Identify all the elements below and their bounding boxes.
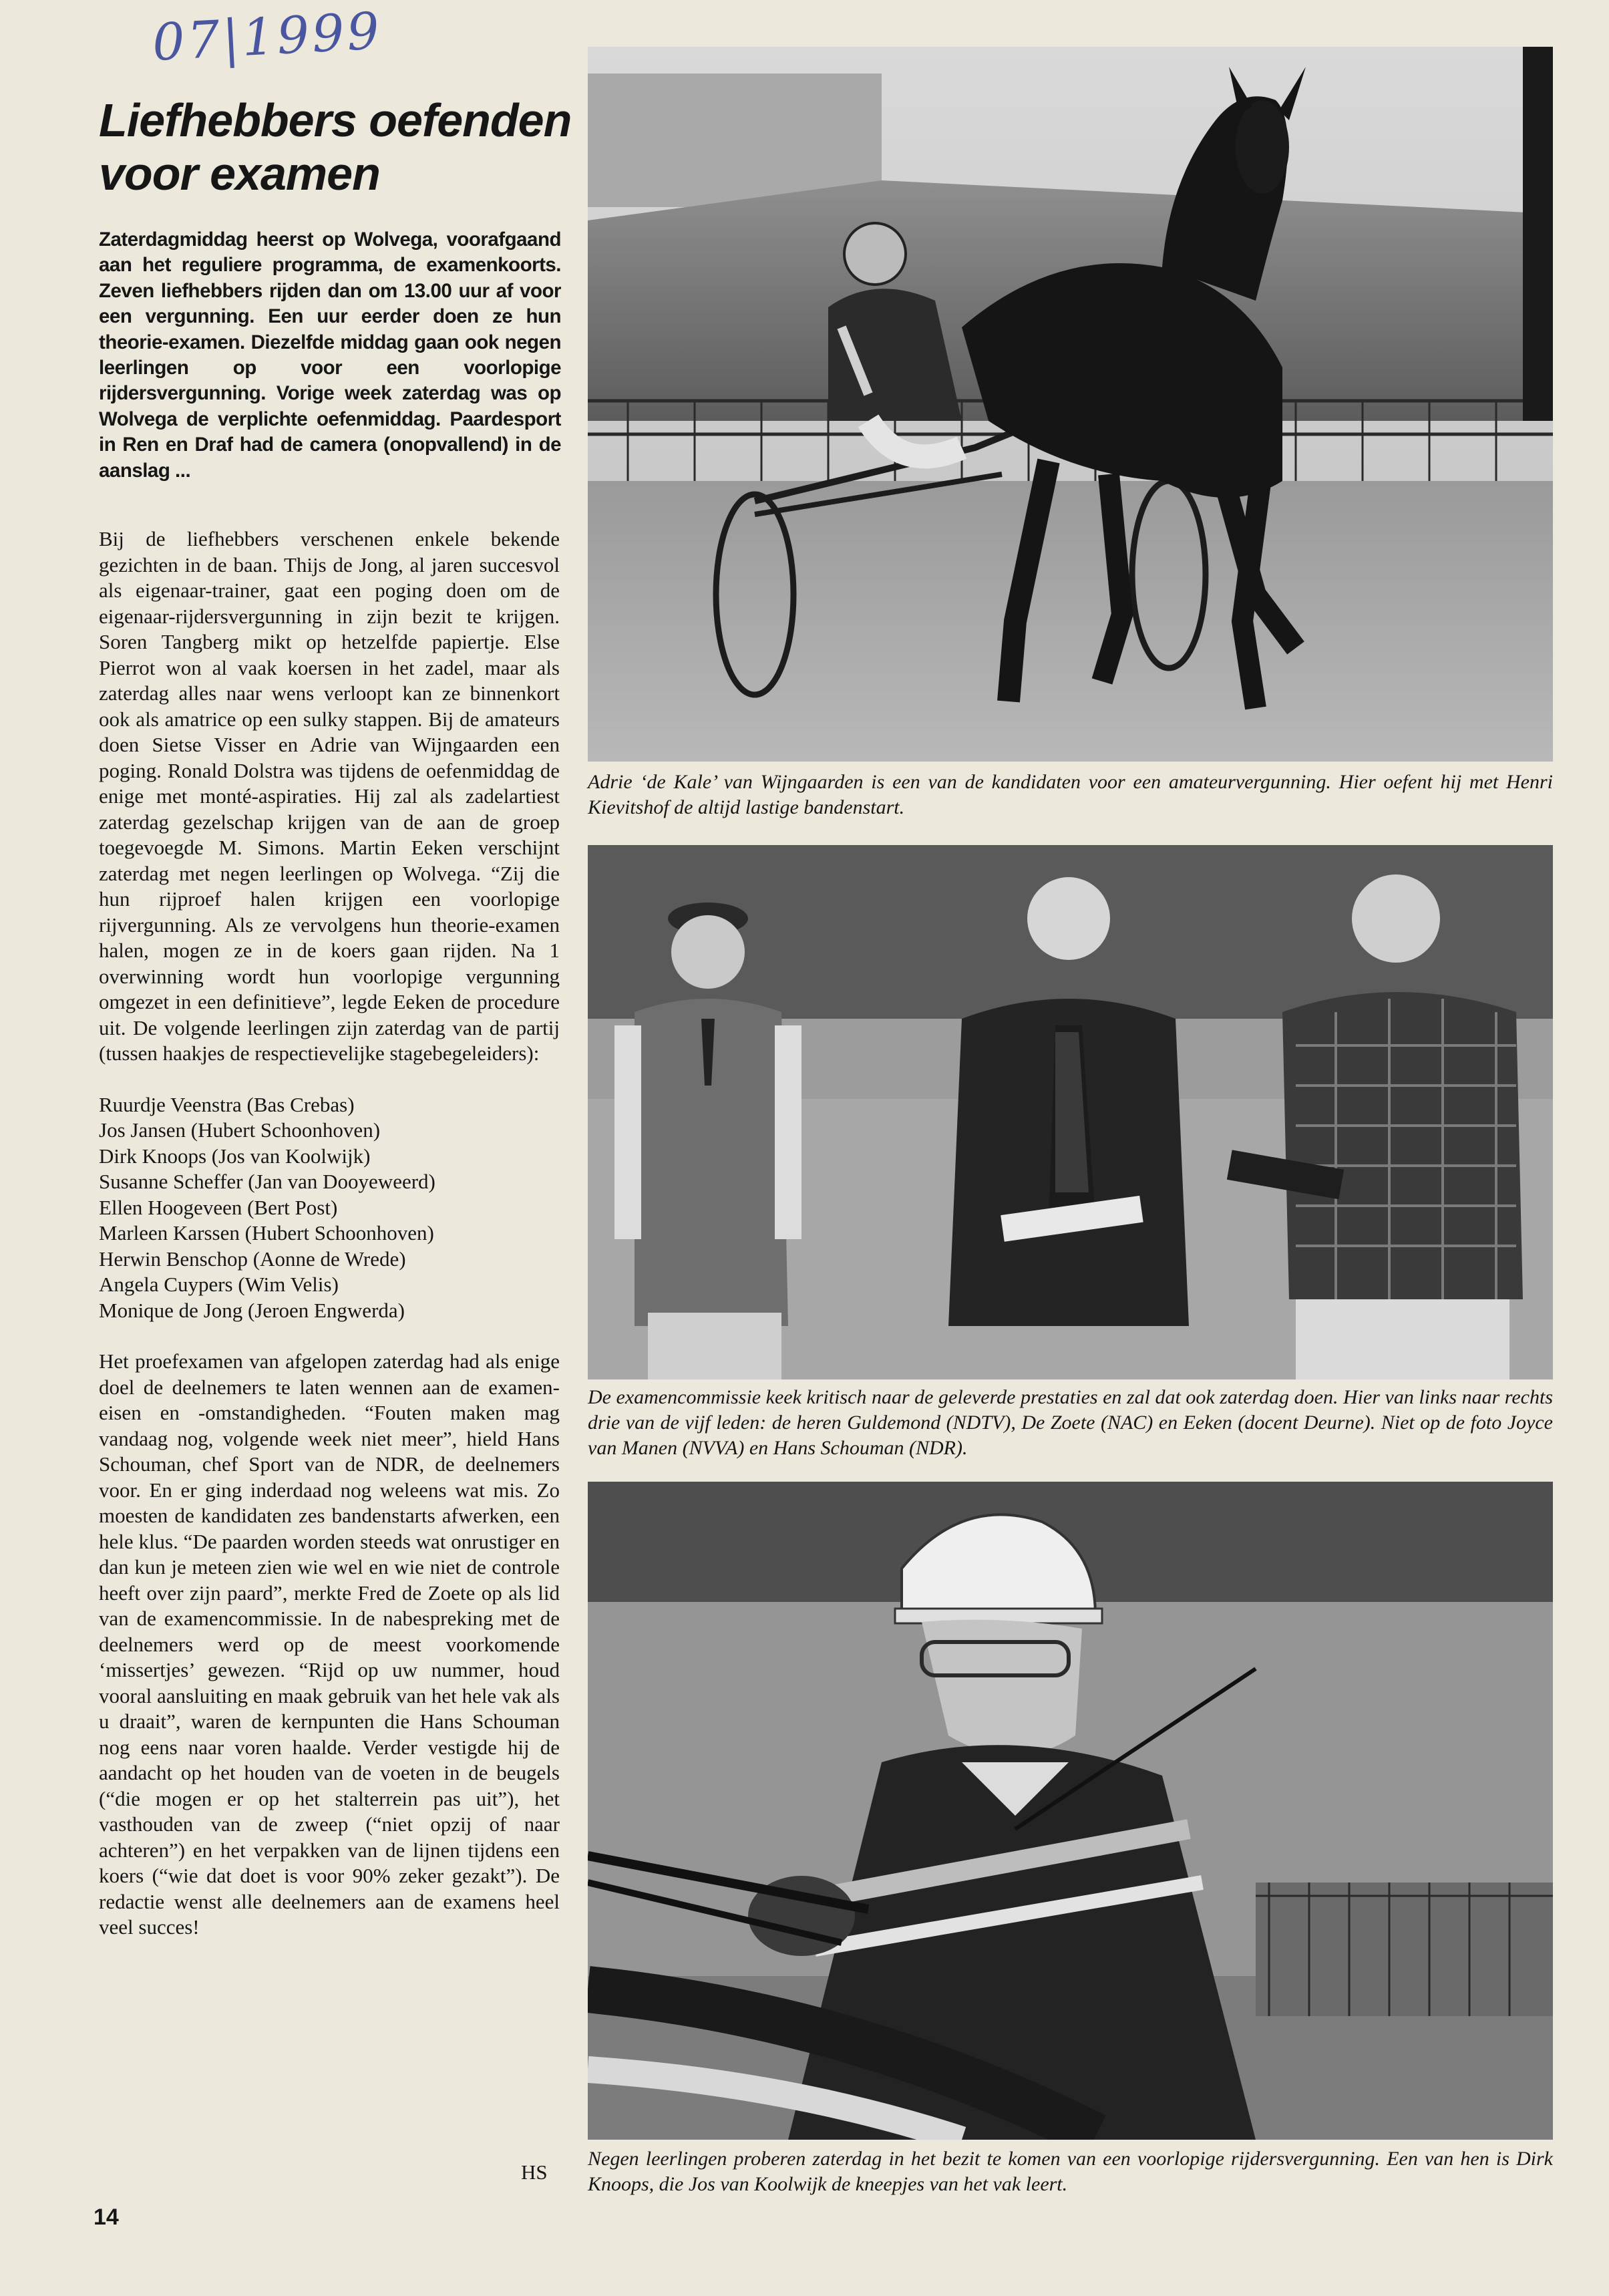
headline-line-2: voor examen — [99, 148, 380, 200]
headline-line-1: Liefhebbers oefenden — [99, 94, 572, 146]
list-item: Jos Jansen (Hubert Schoonhoven) — [99, 1118, 381, 1142]
body-paragraph-1: Bij de liefhebbers verschenen enkele bekende gezichten in de baan. Thijs de Jong, al jaren succesvol als eigenaar-trainer, gaat een poging doen om de eigenaar-rijdersvergunning in zijn bezit te krijgen. Soren Tangberg mikt op hetzelfde papiertje. Else Pierrot won al vaak koersen in het zadel, maar als zaterdag alles naar wens verloopt kan ze binnenkort ook als amatrice op een sulky stappen. Bij de amateurs doen Sietse Visser en Adrie van Wijngaarden een poging. Ronald Dolstra was tijdens de oefenmiddag de enige met monté-aspiraties. Hij zal als zadelartiest zaterdag gezelschap krijgen van de aan de groep toegevoegde M. Simons. Martin Eeken verschijnt zaterdag met negen leerlingen op Wolvega. “Zij die hun rijproef halen krijgen een voorlopige rijvergunning. Als ze vervolgens hun theorie-examen halen, mogen ze in de koers gaan rijden. Na 1 overwinning wordt hun voorlopige vergunning omgezet in een definitieve”, legde Eeken de procedure uit. De volgende leerlingen zijn zaterdag van de partij (tussen haakjes de respectievelijke stagebegeleiders): — [99, 527, 560, 1065]
list-item: Dirk Knoops (Jos van Koolwijk) — [99, 1144, 371, 1168]
photo-driver-illustration — [588, 1482, 1553, 2140]
photo-exam-committee — [588, 845, 1553, 1379]
article-headline — [99, 94, 580, 200]
list-item: Ellen Hoogeveen (Bert Post) — [99, 1195, 338, 1219]
body-paragraph-2: Het proefexamen van afgelopen zaterdag had als enige doel de deelnemers te laten wennen aan de examen-eisen en -omstandigheden. “Fouten maken mag vandaag nog, volgende week niet meer”, hield Hans Schouman, chef Sport van de NDR, de deelnemers voor. En er ging inderdaad nog weleens wat mis. Zo moesten de kandidaten zes bandenstarts afwerken, een hele klus. “De paarden worden steeds wat onrustiger en dan kun je meteen zien wie wel en wie niet de controle heeft over zijn paard”, merkte Fred de Zoete op als lid van de examencommissie. In de nabespreking met de deelnemers werd op de meest voorkomende ‘missertjes’ gewezen. “Rijd op uw nummer, houd vooral aansluiting en maak gebruik van het hele vak als u draait”, waren de kernpunten die Hans Schouman nog eens naar voren haalde. Verder vestigde hij de aandacht op het houden van de voeten in de beugels (“die mogen er op het stalterrein pas uit”), het vasthouden van de zweep (“niet opzij of naar achteren”) en het verpakken van de lijnen tijdens een koers (“wie dat doet is voor 90% zeker gezakt”). De redactie wenst alle deelnemers aan de examens heel veel succes! — [99, 1349, 560, 1939]
photo-1-caption: Adrie ‘de Kale’ van Wijngaarden is een van de kandidaten voor een amateurvergunning. Hier oefent hij met Henri Kievitshof de altijd lastige bandenstart. — [588, 771, 1553, 818]
student-list — [99, 1092, 560, 1324]
photo-2-caption: De examencommissie keek kritisch naar de geleverde prestaties en zal dat ook zaterdag doen. Hier van links naar rechts drie van de vijf leden: de heren Guldemond (NDTV), De Zoete (NAC) en Eeken (docent Deurne). Niet op de foto Joyce van Manen (NVVA) en Hans Schouman (NDR). — [588, 1386, 1553, 1459]
article-body — [99, 526, 560, 1941]
handwritten-date-note: 07|1999 — [150, 1, 383, 72]
list-item: Angela Cuypers (Wim Velis) — [99, 1273, 339, 1296]
list-item: Marleen Karssen (Hubert Schoonhoven) — [99, 1221, 434, 1245]
article-lead: Zaterdagmiddag heerst op Wolvega, voorafgaand aan het reguliere programma, de examenkoorts. Zeven liefhebbers rijden dan om 13.00 uur af voor een vergunning. Een uur eerder doen ze hun theorie-examen. Diezelfde middag gaan ook negen leerlingen op voor een voorlopige rijdersvergunning. Vorige week zaterdag was op Wolvega de verplichte oefenmiddag. Paardesport in Ren en Draf had de camera (onopvallend) in de aanslag ... — [99, 228, 561, 482]
author-signature: HS — [521, 2160, 548, 2184]
list-item: Herwin Benschop (Aonne de Wrede) — [99, 1247, 406, 1271]
photo-horse-illustration — [588, 47, 1553, 762]
photo-committee-illustration — [588, 845, 1553, 1379]
list-item: Monique de Jong (Jeroen Engwerda) — [99, 1298, 405, 1322]
photo-horse-and-sulky — [588, 47, 1553, 762]
list-item: Susanne Scheffer (Jan van Dooyeweerd) — [99, 1170, 435, 1193]
page-number: 14 — [94, 2204, 119, 2230]
list-item: Ruurdje Veenstra (Bas Crebas) — [99, 1092, 355, 1116]
photo-3-caption: Negen leerlingen proberen zaterdag in het bezit te komen van een voorlopige rijdersvergunning. Een van hen is Dirk Knoops, die Jos van Koolwijk de kneepjes van het vak leert. — [588, 2148, 1553, 2195]
photo-student-driver — [588, 1482, 1553, 2140]
